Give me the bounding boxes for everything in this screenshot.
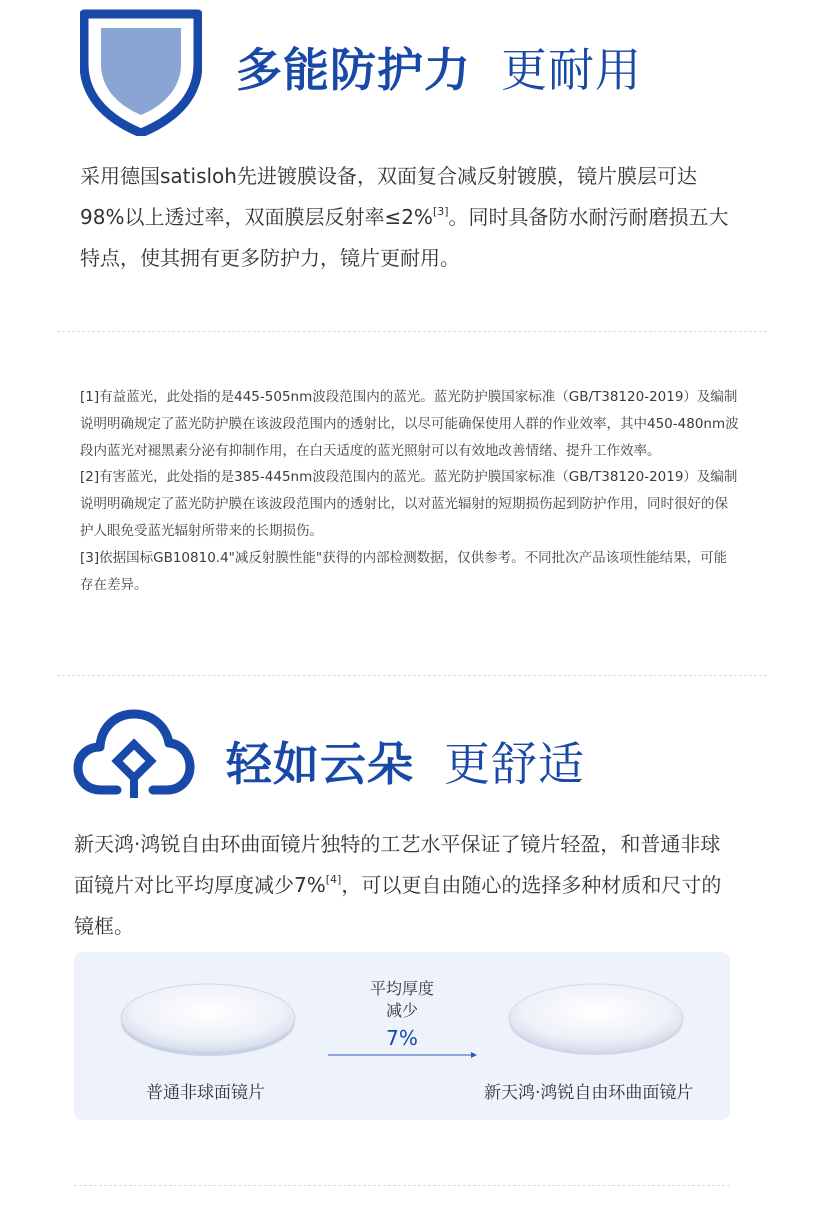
section2-title — [226, 728, 585, 800]
freeform-lens-image — [506, 978, 686, 1060]
footnote-ref-4: [4] — [325, 873, 342, 886]
section2-title-light: 更舒适 — [444, 737, 585, 791]
footnotes — [80, 384, 740, 598]
thickness-label-line1: 平均厚度 — [369, 979, 434, 998]
footnote-2: [2]有害蓝光，此处指的是385-445nm波段范围内的蓝光。蓝光防护膜国家标准（GB/T38120-2019）及编制说明明确规定了蓝光防护膜在该波段范围内的透射比，以对蓝光辐射的短期损伤起到防护作用，同时很好的保护人眼免受蓝光辐射所带来的长期损伤。 — [80, 469, 738, 539]
section1-title-strong: 多能防护力 — [236, 43, 471, 97]
divider — [57, 675, 767, 676]
section1-title — [236, 34, 642, 106]
section1-para-text-1: 采用德国satisloh先进镀膜设备，双面复合减反射镀膜，镜片膜层可达98%以上透过率，双面膜层反射率≤2% — [80, 164, 697, 229]
footnote-ref-3: [3] — [432, 205, 449, 218]
divider — [74, 1185, 730, 1186]
shield-icon — [80, 6, 202, 136]
thickness-label-line2: 减少 — [385, 1001, 418, 1020]
footnote-1: [1]有益蓝光，此处指的是445-505nm波段范围内的蓝光。蓝光防护膜国家标准（GB/T38120-2019）及编制说明明确规定了蓝光防护膜在该波段范围内的透射比，以尽可能确保使用人群的作业效率，其中450-480nm波段内蓝光对褪黑素分泌有抑制作用，在白天适度的蓝光照射可以有效地改善情绪、提升工作效率。 — [80, 389, 739, 459]
standard-lens-label: 普通非球面镜片 — [146, 1083, 265, 1103]
arrow-right-icon — [328, 1051, 478, 1059]
section2-title-strong: 轻如云朵 — [226, 737, 414, 791]
footnote-3: [3]依据国标GB10810.4"减反射膜性能"获得的内部检测数据，仅供参考。不同批次产品该项性能结果，可能存在差异。 — [80, 549, 728, 593]
divider — [57, 331, 767, 332]
section2-para-text-1: 新天鸿·鸿锐自由环曲面镜片独特的工艺水平保证了镜片轻盈，和普通非球面镜片对比平均厚度减少7% — [74, 832, 721, 897]
section1-title-light: 更耐用 — [501, 43, 642, 97]
section2-para-text-2: ，可以更自由随心的选择多种材质和尺寸的镜框。 — [74, 873, 722, 938]
cloud-icon — [73, 706, 195, 802]
section1-paragraph — [80, 156, 740, 279]
standard-lens-image — [118, 978, 298, 1060]
lens-comparison-panel — [74, 952, 730, 1120]
section2-paragraph — [74, 824, 734, 947]
thickness-percent: 7% — [386, 1026, 418, 1050]
freeform-lens-label: 新天鸿·鸿锐自由环曲面镜片 — [484, 1083, 694, 1103]
section1-para-text-2: 。同时具备防水耐污耐磨损五大特点，使其拥有更多防护力，镜片更耐用。 — [80, 205, 729, 270]
